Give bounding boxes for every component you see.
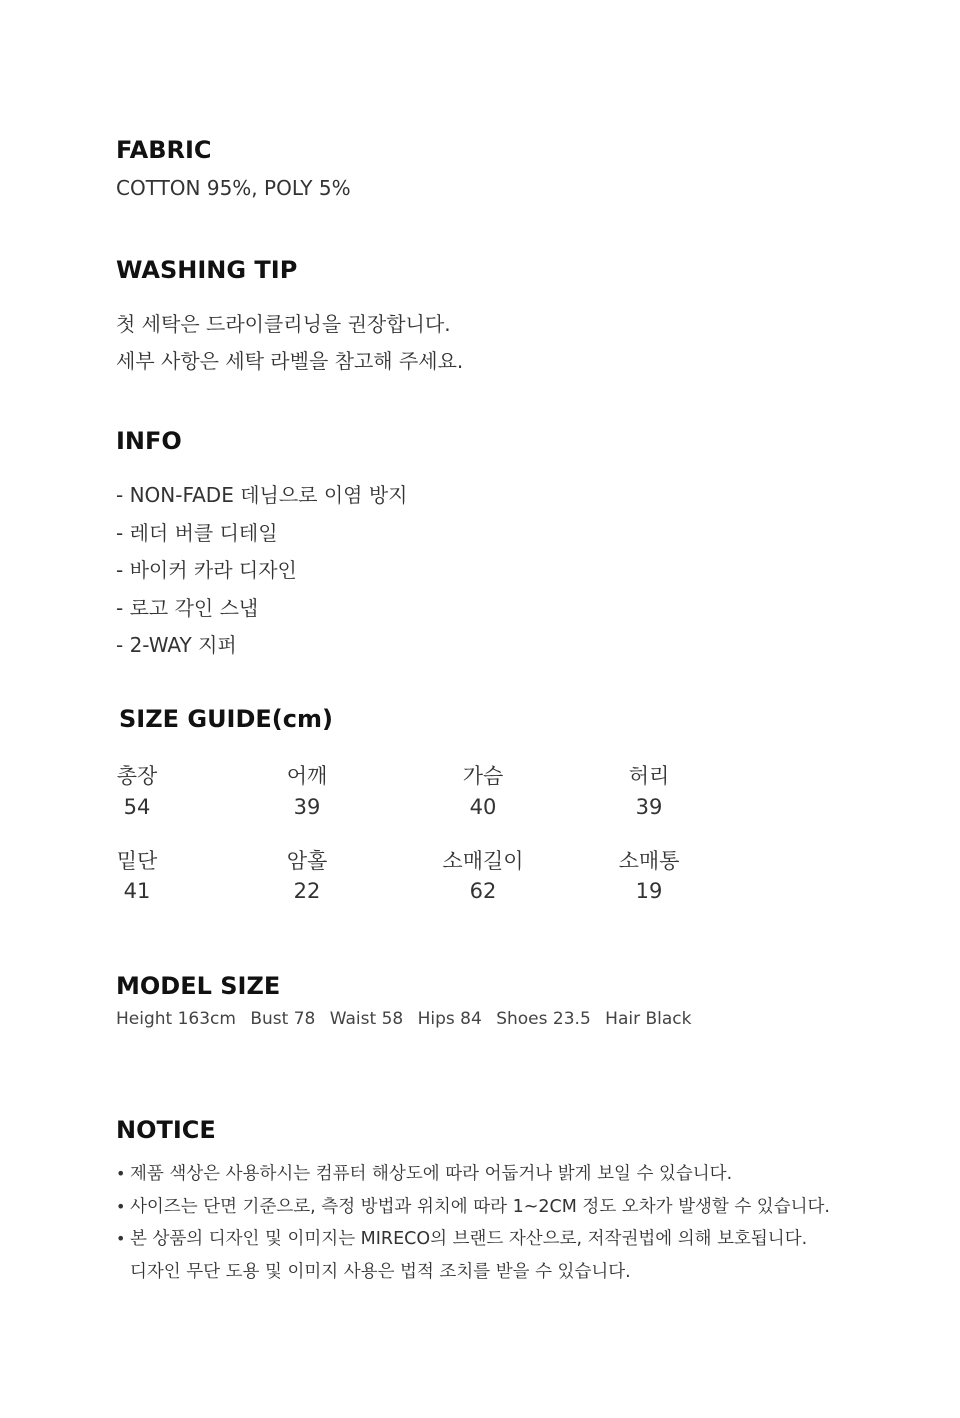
size-label: 가슴 [462, 764, 504, 788]
notice-item [116, 1225, 807, 1250]
size-value: 19 [635, 879, 663, 903]
bullet-icon: • [116, 1164, 126, 1183]
size-value: 62 [469, 879, 497, 903]
washing-tip-line: 세부 사항은 세탁 라벨을 참고해 주세요. [116, 349, 464, 373]
size-label: 어깨 [286, 764, 328, 788]
notice-continuation: 디자인 무단 도용 및 이미지 사용은 법적 조치를 받을 수 있습니다. [130, 1262, 631, 1282]
size-label: 소매길이 [442, 849, 524, 873]
bullet-icon: • [116, 1229, 126, 1248]
info-item: - NON-FADE 데님으로 이염 방지 [116, 483, 408, 507]
model-hips: Hips 84 [417, 1009, 482, 1029]
info-item: - 2-WAY 지퍼 [116, 633, 237, 657]
model-size-row [116, 1009, 700, 1029]
size-value: 40 [469, 795, 497, 819]
washing-tip-line: 첫 세탁은 드라이클리닝을 권장합니다. [116, 312, 451, 336]
notice-title: NOTICE [116, 1116, 216, 1144]
model-waist: Waist 58 [329, 1009, 404, 1029]
notice-item [116, 1160, 732, 1185]
washing-tip-title: WASHING TIP [116, 256, 298, 284]
size-label: 소매통 [618, 849, 680, 873]
size-value: 54 [123, 795, 151, 819]
size-value: 41 [123, 879, 151, 903]
info-title: INFO [116, 427, 182, 455]
notice-text: 제품 색상은 사용하시는 컴퓨터 해상도에 따라 어둡거나 밝게 보일 수 있습니다. [130, 1164, 733, 1184]
size-label: 밑단 [116, 849, 158, 873]
info-item: - 로고 각인 스냅 [116, 596, 259, 620]
bullet-icon: • [116, 1197, 126, 1216]
size-value: 22 [293, 879, 321, 903]
model-hair: Hair Black [605, 1009, 692, 1029]
model-height: Height 163cm [116, 1009, 236, 1029]
notice-text: 본 상품의 디자인 및 이미지는 MIRECO의 브랜드 자산으로, 저작권법에 의해 보호됩니다. [130, 1229, 808, 1249]
info-item: - 레더 버클 디테일 [116, 521, 278, 545]
model-bust: Bust 78 [250, 1009, 316, 1029]
model-shoes: Shoes 23.5 [496, 1009, 591, 1029]
size-label: 허리 [628, 764, 670, 788]
notice-item [116, 1193, 830, 1218]
fabric-content: COTTON 95%, POLY 5% [116, 176, 351, 200]
size-label: 총장 [116, 764, 158, 788]
info-item: - 바이커 카라 디자인 [116, 558, 297, 582]
size-value: 39 [293, 795, 321, 819]
fabric-title: FABRIC [116, 136, 212, 164]
size-value: 39 [635, 795, 663, 819]
notice-text: 사이즈는 단면 기준으로, 측정 방법과 위치에 따라 1~2CM 정도 오차가 발생할 수 있습니다. [130, 1197, 830, 1217]
size-label: 암홀 [286, 849, 328, 873]
model-size-title: MODEL SIZE [116, 972, 281, 1000]
size-guide-title: SIZE GUIDE(cm) [119, 705, 333, 733]
